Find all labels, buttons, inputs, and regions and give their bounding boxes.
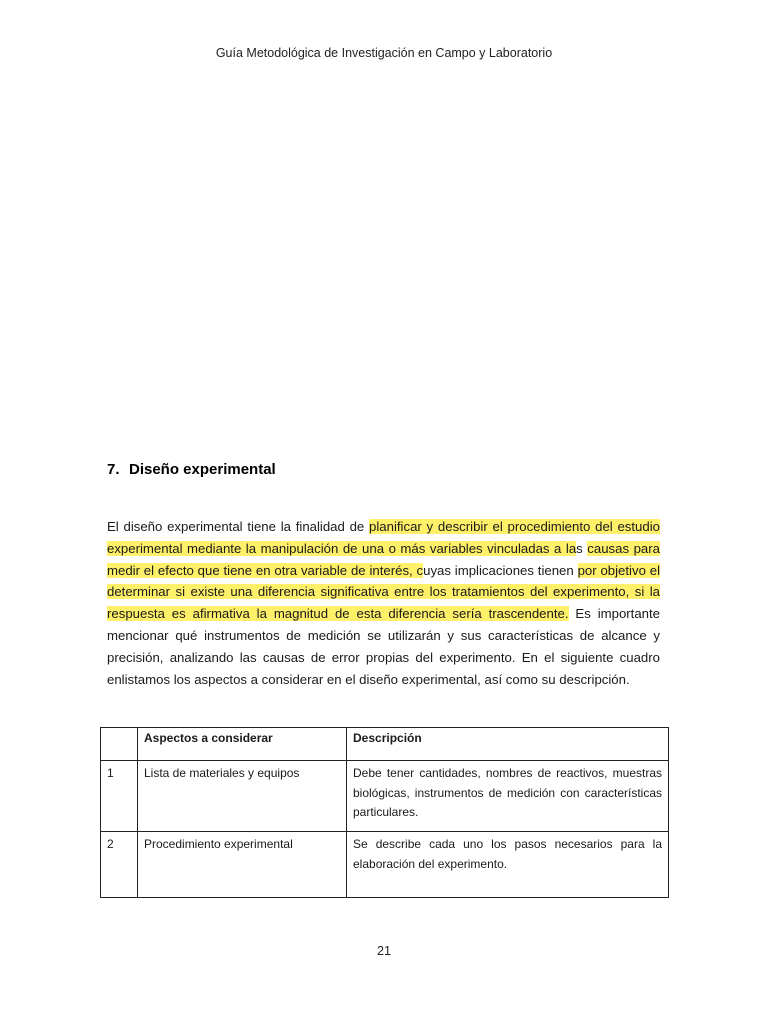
row-description: Se describe cada uno los pasos necesarios para la elaboración del experimento. xyxy=(347,832,669,898)
paragraph-text-3: Es importante mencionar qué instrumentos de medición se utilizarán y sus características de alcance y precisión, analizando las causas de error propias del experimento. En el siguiente cuadro enlistamos los aspectos a considerar en el diseño experimental, así como su descripción. xyxy=(107,606,661,687)
table-row xyxy=(101,832,669,898)
page-number: 21 xyxy=(377,944,391,958)
row-index: 2 xyxy=(101,832,138,898)
header-aspect: Aspectos a considerar xyxy=(138,728,347,761)
aspects-table xyxy=(100,727,669,898)
row-aspect: Procedimiento experimental xyxy=(138,832,347,898)
row-index: 1 xyxy=(101,761,138,832)
body-paragraph xyxy=(107,516,660,690)
header-index xyxy=(101,728,138,761)
paragraph-text-2: uyas implicaciones tienen xyxy=(423,562,578,578)
highlighted-text-3: por objetivo el determinar si existe una diferencia significativa entre los tratamientos del experimento, si la respuesta es afirmativa la magnitud de esta diferencia sería trascendente. xyxy=(107,562,660,622)
section-heading xyxy=(107,461,276,478)
page-header: Guía Metodológica de Investigación en Campo y Laboratorio xyxy=(215,46,553,60)
highlighted-text-1: planificar y describir el procedimiento del estudio experimental mediante la manipulación de una o más variables vinculadas a la xyxy=(107,519,660,556)
section-title: Diseño experimental xyxy=(129,461,276,478)
row-aspect: Lista de materiales y equipos xyxy=(138,761,347,832)
highlighted-text-2: causas para medir el efecto que tiene en otra variable de interés, c xyxy=(107,540,660,578)
header-description: Descripción xyxy=(347,728,669,761)
paragraph-text-1: s xyxy=(576,540,588,556)
paragraph-intro: El diseño experimental tiene la finalidad de xyxy=(107,519,370,534)
table-header-row xyxy=(101,728,669,761)
table-row xyxy=(101,761,669,832)
section-number: 7. xyxy=(107,461,120,478)
row-description: Debe tener cantidades, nombres de reactivos, muestras biológicas, instrumentos de medición con características particulares. xyxy=(347,761,669,832)
